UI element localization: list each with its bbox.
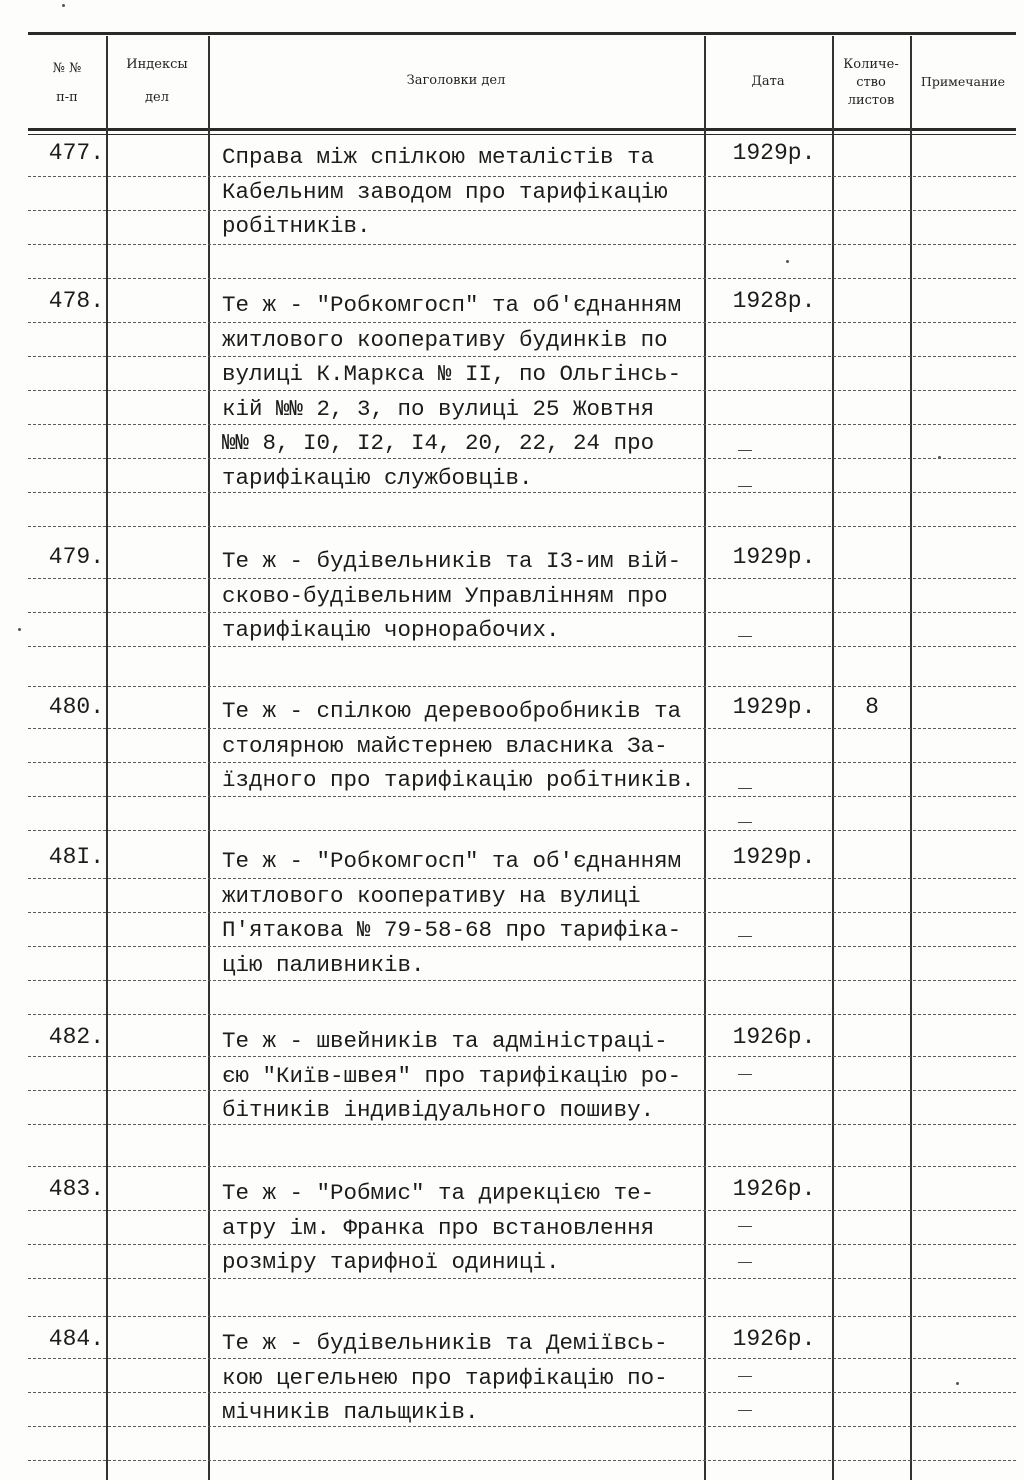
ruling-line [28,1014,1016,1015]
title-line: тарифікацію службовців. [222,464,533,491]
header-title: Заголовки дел [406,73,506,88]
ditto-mark [738,1226,752,1227]
entry-number: 482. [48,1024,104,1050]
ditto-mark [738,1376,752,1377]
col-sep-5 [910,36,912,1480]
col-sep-1 [106,36,108,1480]
entry-title [222,288,707,495]
entry-date: 1926р. [732,1024,816,1050]
title-line: їздного про тарифікацію робітників. [222,767,695,793]
scan-speck [62,4,65,7]
ditto-mark [738,636,752,637]
ruling-line [28,1166,1016,1167]
title-line: житлового кооперативу будинків по [222,326,668,353]
entry-number: 478. [48,288,104,314]
header-index-line1: Индексы [126,57,188,72]
entry-title [222,1176,707,1280]
ruling-line [28,1460,1016,1461]
ruling-line [28,278,1016,279]
entry-sheets: 8 [865,694,879,720]
title-line: Те ж - будівельників та Деміївсь- [222,1330,668,1356]
entry-title [222,844,707,982]
title-line: атру ім. Франка про встановлення [222,1214,655,1241]
scan-speck [938,456,941,459]
scan-speck [956,1382,959,1385]
header-sheets-line2: ство [856,75,886,90]
entry-date: 1929р. [732,544,816,570]
title-line: житлового кооперативу на вулиці [222,882,641,909]
header-number-line1: № № [52,61,82,76]
title-line: робітників. [222,213,371,239]
entry-title [222,694,707,798]
title-line: Те ж - "Робмис" та дирекцією те- [222,1180,655,1206]
header-sheets-line3: листов [847,93,895,108]
title-line: тарифікацію чорнорабочих. [222,617,560,643]
ditto-mark [738,450,752,451]
header-date: Дата [751,74,785,89]
entry-number: 48I. [48,844,104,870]
title-line: №№ 8, I0, I2, I4, 20, 22, 24 про [222,430,655,456]
entry-date: 1929р. [732,694,816,720]
ditto-mark [738,822,752,823]
entry-date: 1926р. [732,1176,816,1202]
ditto-mark [738,1262,752,1263]
header-number [28,60,106,106]
col-sep-4 [832,36,834,1480]
header-sheets [832,56,910,110]
entry-number: 484. [48,1326,104,1352]
title-line: Кабельним заводом про тарифікацію [222,178,668,205]
title-line: Справа між спілкою металістів та [222,144,655,170]
title-line: сково-будівельним Управлінням про [222,582,668,609]
title-line: єю "Київ-швея" про тарифікацію ро- [222,1062,682,1089]
entry-date: 1928р. [732,288,816,314]
title-line: вулиці К.Маркса № II, по Ольгінсь- [222,361,682,387]
entry-number: 480. [48,694,104,720]
ruling-line [28,526,1016,527]
header-index-line2: дел [145,90,169,105]
title-line: столярною майстернею власника За- [222,732,668,759]
ruling-line [28,686,1016,687]
col-sep-2 [208,36,210,1480]
ditto-mark [738,788,752,789]
entry-date: 1929р. [732,140,816,166]
entry-date: 1926р. [732,1326,816,1352]
entry-title [222,544,707,648]
header-bottom-border [28,128,1016,131]
title-line: цію паливників. [222,951,425,978]
ditto-mark [738,486,752,487]
header-sheets-line1: Количе- [843,57,899,72]
header-bottom-border-2 [28,134,1016,135]
entry-number: 483. [48,1176,104,1202]
title-line: кій №№ 2, 3, по вулиці 25 Жовтня [222,395,655,422]
title-line: Те ж - "Робкомгосп" та об'єднанням [222,848,682,874]
title-line: Те ж - будівельників та I3-им вій- [222,548,682,574]
header-number-line2: п-п [56,90,78,105]
entry-title [222,1326,707,1430]
scan-speck [18,628,21,631]
entry-title [222,140,707,244]
ruling-line [28,830,1016,831]
ditto-mark [738,1410,752,1411]
title-line: мічників пальщиків. [222,1399,479,1425]
header-index [106,56,208,106]
ditto-mark [738,1074,752,1075]
title-line: П'ятакова № 79-58-68 про тарифіка- [222,917,682,943]
title-line: Те ж - швейників та адміністраці- [222,1028,668,1054]
title-line: бітників індивідуального пошиву. [222,1097,655,1123]
title-line: розміру тарифної одиниці. [222,1249,560,1275]
entry-number: 477. [48,140,104,166]
title-line: Те ж - "Робкомгосп" та об'єднанням [222,292,682,318]
title-line: Те ж - спілкою деревообробників та [222,698,682,724]
entry-title [222,1024,707,1128]
entry-number: 479. [48,544,104,570]
header-note: Примечание [920,74,1006,89]
title-line: кою цегельнею про тарифікацію по- [222,1364,668,1391]
top-border [28,32,1016,35]
entry-date: 1929р. [732,844,816,870]
ruling-line [28,244,1016,245]
ruling-line [28,1316,1016,1317]
ditto-mark [738,936,752,937]
scan-speck [786,260,789,263]
